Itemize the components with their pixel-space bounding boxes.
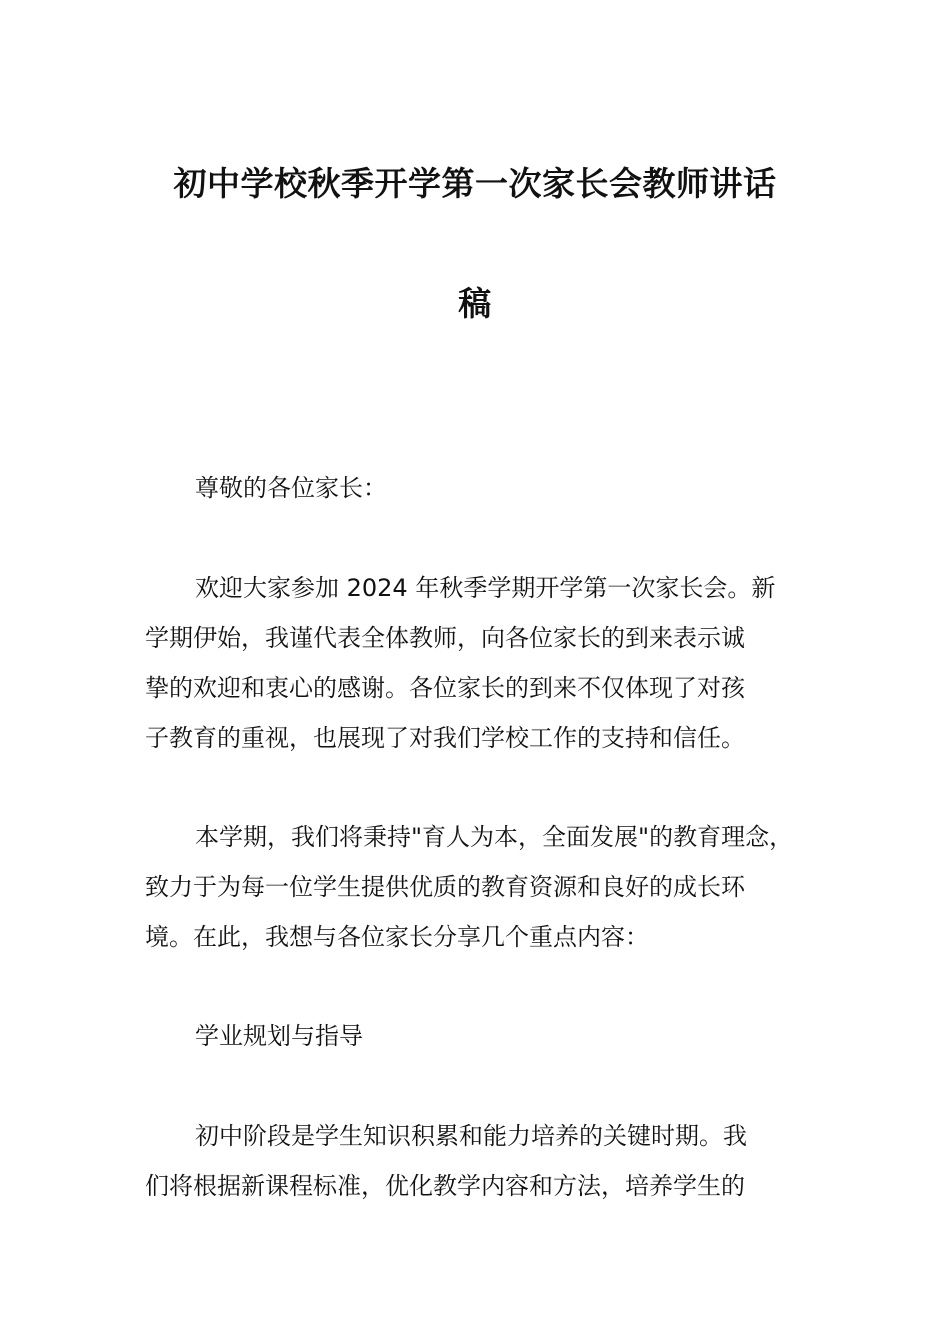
paragraph-3-line-2: 们将根据新课程标准，优化教学内容和方法，培养学生的 — [145, 1172, 745, 1200]
paragraph-2-line-2: 致力于为每一位学生提供优质的教育资源和良好的成长环 — [145, 873, 745, 901]
paragraph-1-line-1: 欢迎大家参加 2024 年秋季学期开学第一次家长会。新 — [195, 574, 776, 602]
paragraph-1-line-4: 子教育的重视，也展现了对我们学校工作的支持和信任。 — [145, 724, 745, 752]
salutation: 尊敬的各位家长： — [195, 474, 387, 502]
document-title-line-2: 稿 — [458, 284, 492, 323]
section-heading: 学业规划与指导 — [195, 1022, 363, 1050]
paragraph-3-line-1: 初中阶段是学生知识积累和能力培养的关键时期。我 — [195, 1122, 747, 1150]
paragraph-1-line-3: 挚的欢迎和衷心的感谢。各位家长的到来不仅体现了对孩 — [145, 674, 745, 702]
document-title-line-1: 初中学校秋季开学第一次家长会教师讲话 — [173, 164, 777, 203]
paragraph-2-line-3: 境。在此，我想与各位家长分享几个重点内容： — [145, 923, 649, 951]
paragraph-1-line-2: 学期伊始，我谨代表全体教师，向各位家长的到来表示诚 — [145, 624, 745, 652]
paragraph-2-line-1: 本学期，我们将秉持"育人为本，全面发展"的教育理念， — [195, 823, 794, 851]
